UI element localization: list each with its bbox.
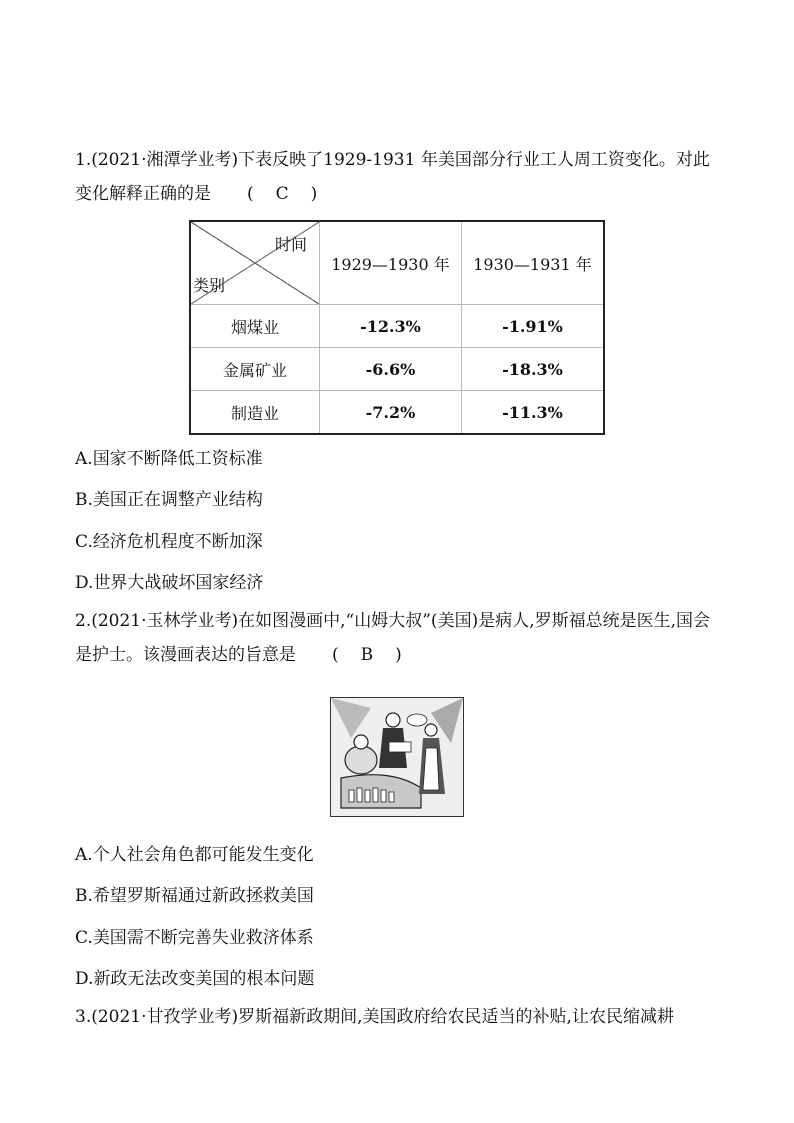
question-2-answer: ( B ) bbox=[322, 638, 414, 672]
question-3-stem: 3.(2021·甘孜学业考)罗斯福新政期间,美国政府给农民适当的补贴,让农民缩减耕 bbox=[75, 1007, 674, 1027]
column-header: 1930—1931 年 bbox=[461, 221, 604, 305]
corner-time-label: 时间 bbox=[274, 235, 307, 254]
question-1-answer: ( C ) bbox=[237, 177, 329, 211]
table-cell: -18.3% bbox=[461, 348, 604, 391]
question-1-stem: 1.(2021·湘潭学业考)下表反映了1929-1931 年美国部分行业工人周工资变化。对此变化解释正确的是 bbox=[75, 150, 710, 204]
question-2-option-d[interactable]: D.新政无法改变美国的根本问题 bbox=[75, 969, 315, 989]
question-1-option-d[interactable]: D.世界大战破坏国家经济 bbox=[75, 573, 264, 593]
table-cell: -12.3% bbox=[320, 305, 462, 348]
table-corner-cell bbox=[190, 221, 320, 305]
question-2-stem: 2.(2021·玉林学业考)在如图漫画中,“山姆大叔”(美国)是病人,罗斯福总统是医生,国会是护士。该漫画表达的旨意是 bbox=[75, 611, 711, 665]
table-row bbox=[190, 391, 604, 435]
question-1-option-b[interactable]: B.美国正在调整产业结构 bbox=[75, 490, 263, 510]
question-2-option-b[interactable]: B.希望罗斯福通过新政拯救美国 bbox=[75, 886, 314, 906]
table-row bbox=[190, 305, 604, 348]
question-1 bbox=[75, 143, 725, 211]
table-row bbox=[190, 348, 604, 391]
corner-category-label: 类别 bbox=[193, 276, 226, 295]
column-header: 1929—1930 年 bbox=[320, 221, 462, 305]
table-cell: -7.2% bbox=[320, 391, 462, 435]
cartoon-illustration bbox=[331, 698, 463, 816]
question-2-answer-letter: B bbox=[360, 645, 376, 665]
question-2-option-a[interactable]: A.个人社会角色都可能发生变化 bbox=[75, 845, 314, 865]
political-cartoon-image bbox=[330, 697, 464, 817]
wage-change-table bbox=[189, 220, 605, 435]
table-cell: -1.91% bbox=[461, 305, 604, 348]
question-2-option-c[interactable]: C.美国需不断完善失业救济体系 bbox=[75, 928, 314, 948]
question-1-option-c[interactable]: C.经济危机程度不断加深 bbox=[75, 532, 263, 552]
row-category: 金属矿业 bbox=[190, 348, 320, 391]
table-header-row bbox=[190, 221, 604, 305]
row-category: 烟煤业 bbox=[190, 305, 320, 348]
question-3 bbox=[75, 1000, 725, 1034]
question-1-answer-letter: C bbox=[275, 184, 291, 204]
table-cell: -6.6% bbox=[320, 348, 462, 391]
row-category: 制造业 bbox=[190, 391, 320, 435]
table-cell: -11.3% bbox=[461, 391, 604, 435]
question-1-option-a[interactable]: A.国家不断降低工资标准 bbox=[75, 449, 263, 469]
question-2 bbox=[75, 604, 725, 672]
